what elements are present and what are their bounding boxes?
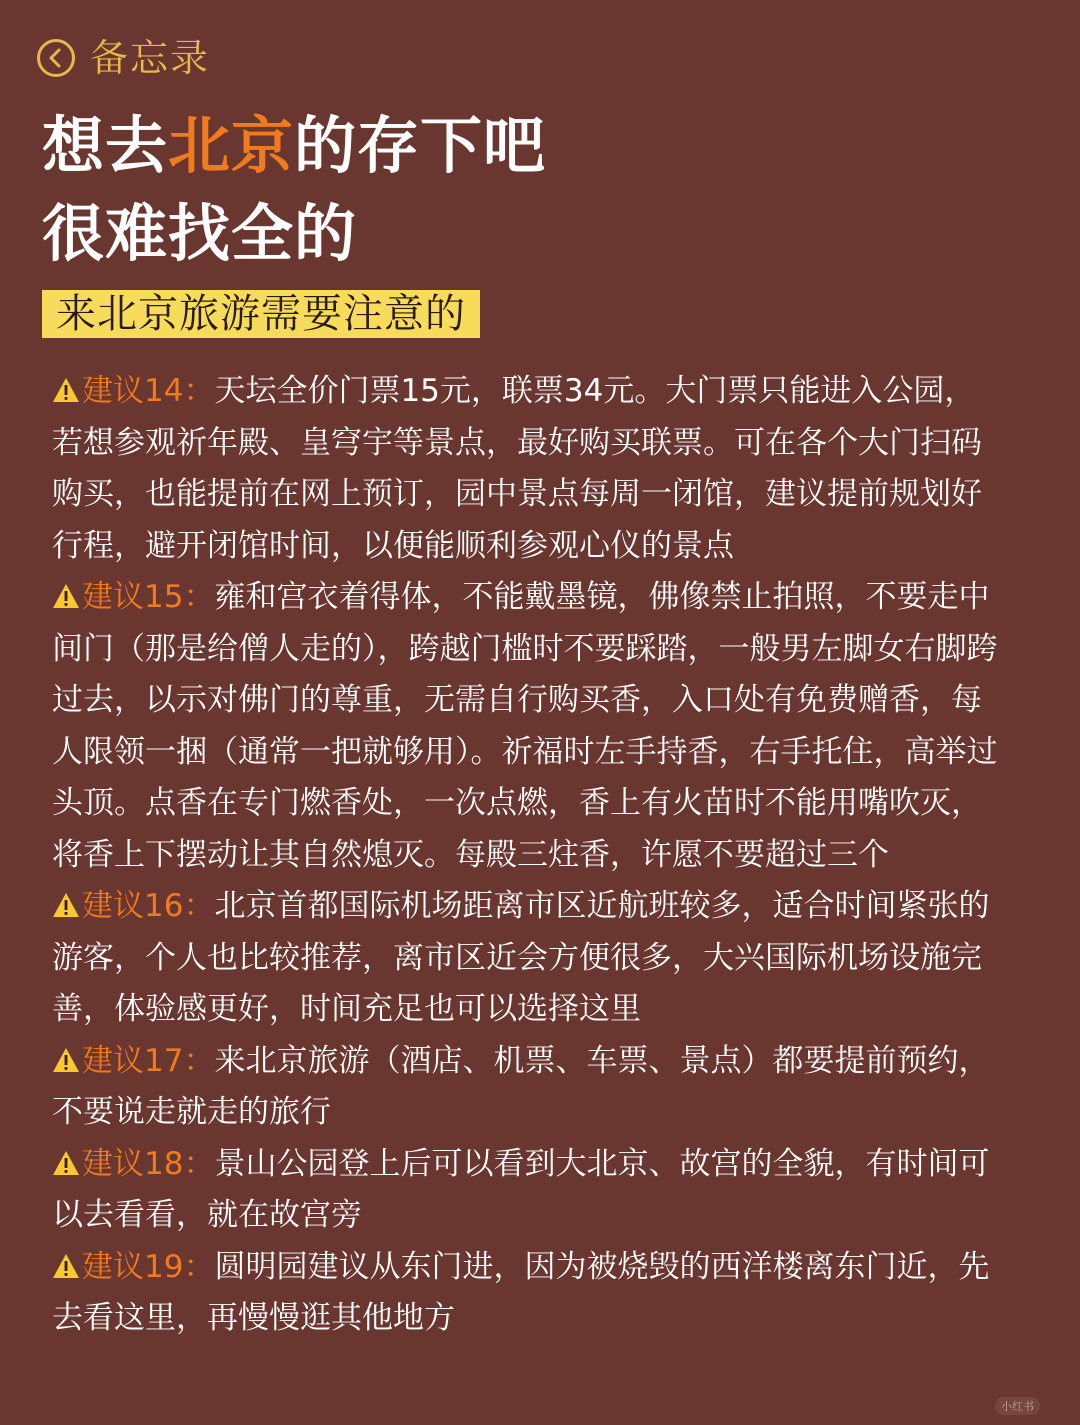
page-title xyxy=(42,102,546,278)
title-accent: 北京 xyxy=(168,109,295,182)
tip-label: 建议19： xyxy=(82,1248,215,1285)
top-bar xyxy=(36,34,210,82)
tip-label: 建议18： xyxy=(82,1145,215,1182)
tip-item xyxy=(52,1036,1002,1139)
warning-triangle-icon xyxy=(52,574,80,600)
tip-label: 建议14： xyxy=(82,373,215,409)
tip-text: 雍和宫衣着得体，不能戴墨镜，佛像禁止拍照，不要走中间门（那是给僧人走的），跨越门槛时不要踩踏，一般男左脚女右脚跨过去，以示对佛门的尊重，无需自行购买香，入口处有免费赠香，每人限领一捆（通常一把就够用）。祈福时左手持香，右手托住，高举过头顶。点香在专门燃香处，一次点燃，香上有火苗时不能用嘴吹灭，将香上下摆动让其自然熄灭。每殿三炷香，许愿不要超过三个 xyxy=(52,579,998,873)
warning-triangle-icon xyxy=(52,368,80,394)
tip-label: 建议16： xyxy=(82,888,215,924)
title-prefix: 想去 xyxy=(42,109,169,182)
subtitle-highlight: 来北京旅游需要注意的 xyxy=(42,290,480,338)
nav-title[interactable]: 备忘录 xyxy=(90,36,211,80)
tip-label: 建议17： xyxy=(82,1042,215,1079)
watermark: 小红书 xyxy=(995,1397,1040,1415)
tip-item xyxy=(52,366,1002,572)
title-suffix: 的存下吧 xyxy=(294,109,547,182)
tip-item xyxy=(52,1139,1002,1242)
tip-text: 北京首都国际机场距离市区近航班较多，适合时间紧张的游客，个人也比较推荐，离市区近会方便很多，大兴国际机场设施完善，体验感更好，时间充足也可以选择这里 xyxy=(52,888,990,1027)
warning-triangle-icon xyxy=(52,1244,80,1270)
tip-text: 天坛全价门票15元，联票34元。大门票只能进入公园，若想参观祈年殿、皇穹宇等景点，最好购买联票。可在各个大门扫码购买，也能提前在网上预订，园中景点每周一闭馆，建议提前规划好行程，避开闭馆时间，以便能顺利参观心仪的景点 xyxy=(52,373,982,564)
tip-text: 圆明园建议从东门进，因为被烧毁的西洋楼离东门近，先去看这里，再慢慢逛其他地方 xyxy=(52,1248,990,1336)
warning-triangle-icon xyxy=(52,883,80,909)
tip-item xyxy=(52,1242,1002,1345)
chevron-left-circle-icon[interactable] xyxy=(36,38,76,78)
tip-item xyxy=(52,572,1002,881)
title-line-1 xyxy=(42,102,546,190)
tip-text: 景山公园登上后可以看到大北京、故宫的全貌，有时间可以去看看，就在故宫旁 xyxy=(52,1145,990,1233)
title-line-2: 很难找全的 xyxy=(42,197,358,270)
tip-text: 来北京旅游（酒店、机票、车票、景点）都要提前预约，不要说走就走的旅行 xyxy=(52,1042,990,1130)
tip-label: 建议15： xyxy=(82,579,215,615)
tips-list xyxy=(52,366,1002,1345)
warning-triangle-icon xyxy=(52,1141,80,1167)
tip-item xyxy=(52,881,1002,1036)
warning-triangle-icon xyxy=(52,1038,80,1064)
